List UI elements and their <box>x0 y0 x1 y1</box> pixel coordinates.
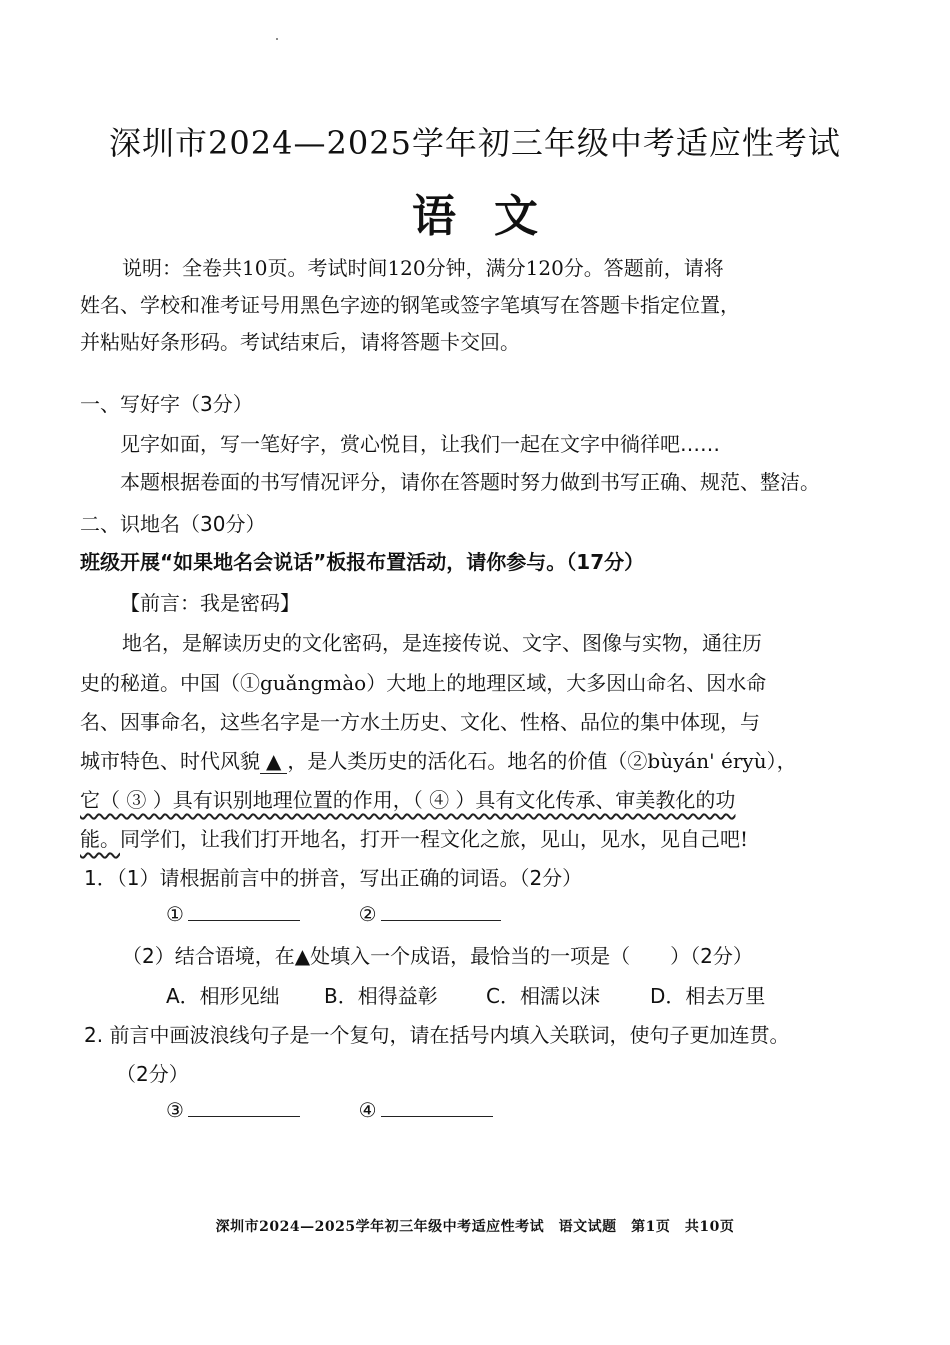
preface-line-1: 地名，是解读历史的文化密码，是连接传说、文字、图像与实物，通往历 <box>122 631 762 655</box>
question-1-part-2: （2）结合语境，在▲处填入一个成语，最恰当的一项是（ ）（2分） <box>122 944 753 968</box>
blank-label-3: ③ <box>166 1098 184 1122</box>
option-c[interactable]: C．相濡以沫 <box>486 984 600 1008</box>
scan-dot <box>276 38 278 40</box>
option-a[interactable]: A．相形见绌 <box>166 984 280 1008</box>
section-1-line-1: 见字如面，写一笔好字，赏心悦目，让我们一起在文字中徜徉吧…… <box>120 432 720 456</box>
preface-line-4 <box>80 745 797 774</box>
answer-blank-2[interactable] <box>381 902 501 921</box>
blank-label-1: ① <box>166 902 184 926</box>
question-2-blanks <box>166 1098 493 1122</box>
preface-line-6 <box>80 823 748 852</box>
instructions-line-1: 说明：全卷共10页。考试时间120分钟，满分120分。答题前，请将 <box>122 256 724 280</box>
preface-line-6-end: 同学们，让我们打开地名，打开一程文化之旅，见山，见水，见自己吧! <box>120 827 749 851</box>
preface-title: 【前言：我是密码】 <box>120 591 300 615</box>
section-2-heading: 二、识地名（30分） <box>80 512 266 536</box>
section-1-heading: 一、写好字（3分） <box>80 392 253 416</box>
answer-blank-3[interactable] <box>188 1098 300 1117</box>
page-footer: 深圳市2024—2025学年初三年级中考适应性考试 语文试题 第1页 共10页 <box>215 1219 735 1235</box>
activity-prompt: 班级开展“如果地名会说话”板报布置活动，请你参与。（17分） <box>80 550 645 574</box>
question-2-line-1: 2. 前言中画波浪线句子是一个复句，请在括号内填入关联词，使句子更加连贯。 <box>84 1023 790 1047</box>
blank-label-4: ④ <box>358 1098 377 1122</box>
exam-title: 深圳市2024—2025学年初三年级中考适应性考试 <box>109 124 841 162</box>
triangle-blank: ▲ <box>260 749 287 774</box>
section-1-line-2: 本题根据卷面的书写情况评分，请你在答题时努力做到书写正确、规范、整洁。 <box>120 470 820 494</box>
preface-line-4-end: ，是人类历史的活化石。地名的价值（②bùyán' éryù）， <box>287 749 797 773</box>
answer-blank-1[interactable] <box>188 902 300 921</box>
preface-wavy-line: 它（ ③ ）具有识别地理位置的作用，（ ④ ）具有文化传承、审美教化的功 <box>80 788 736 812</box>
preface-line-2: 史的秘道。中国（①guǎngmào）大地上的地理区域，大多因山命名、因水命 <box>80 671 767 695</box>
answer-blank-4[interactable] <box>381 1098 493 1117</box>
option-b[interactable]: B．相得益彰 <box>324 984 438 1008</box>
question-1-options <box>166 980 765 1009</box>
instructions-line-2: 姓名、学校和准考证号用黑色字迹的钢笔或签字笔填写在答题卡指定位置， <box>80 293 740 317</box>
question-1-part-1: 1．（1）请根据前言中的拼音，写出正确的词语。（2分） <box>84 866 583 890</box>
question-2-line-2: （2分） <box>116 1062 189 1086</box>
instructions-line-3: 并粘贴好条形码。考试结束后，请将答题卡交回。 <box>80 330 520 354</box>
subject-title: 语文 <box>412 191 576 242</box>
option-d[interactable]: D．相去万里 <box>650 984 766 1008</box>
preface-line-4-start: 城市特色、时代风貌 <box>80 749 260 773</box>
question-1-blanks <box>166 902 501 926</box>
blank-label-2: ② <box>358 902 377 926</box>
preface-line-3: 名、因事命名，这些名字是一方水土历史、文化、性格、品位的集中体现，与 <box>80 710 760 734</box>
preface-wavy-end: 能。 <box>80 827 120 851</box>
